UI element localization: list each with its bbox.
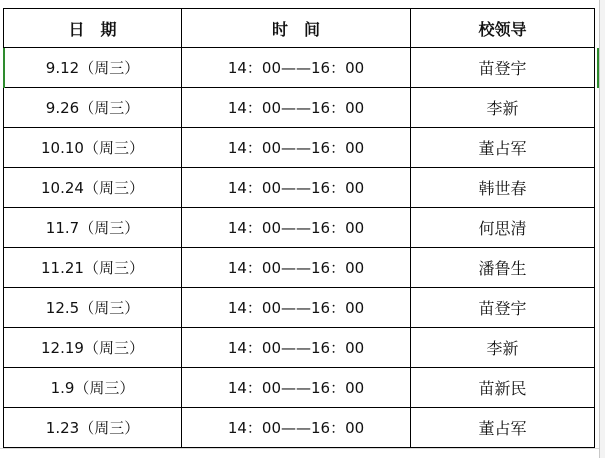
cell-leader[interactable]: 李新 <box>411 88 595 128</box>
cell-time[interactable]: 14：00——16：00 <box>182 88 411 128</box>
cell-time[interactable]: 14：00——16：00 <box>182 368 411 408</box>
cell-time[interactable]: 14：00——16：00 <box>182 328 411 368</box>
table-row <box>4 288 595 328</box>
cell-date[interactable]: 10.24（周三） <box>4 168 182 208</box>
cell-date[interactable]: 1.23（周三） <box>4 408 182 448</box>
cell-time[interactable]: 14：00——16：00 <box>182 408 411 448</box>
table-row <box>4 88 595 128</box>
table-row <box>4 128 595 168</box>
cell-date[interactable]: 12.19（周三） <box>4 328 182 368</box>
table-row <box>4 248 595 288</box>
schedule-table <box>3 8 595 448</box>
cell-time[interactable]: 14：00——16：00 <box>182 168 411 208</box>
cell-date[interactable]: 10.10（周三） <box>4 128 182 168</box>
cell-date[interactable]: 9.12（周三） <box>4 48 182 88</box>
cell-selection-marker-left <box>3 48 5 88</box>
cell-time[interactable]: 14：00——16：00 <box>182 288 411 328</box>
table-row <box>4 408 595 448</box>
cell-date[interactable]: 1.9（周三） <box>4 368 182 408</box>
gridline <box>0 448 605 449</box>
cell-date[interactable]: 9.26（周三） <box>4 88 182 128</box>
header-leader[interactable]: 校领导 <box>411 9 595 48</box>
column-edge <box>599 0 605 458</box>
cell-date[interactable]: 12.5（周三） <box>4 288 182 328</box>
cell-leader[interactable]: 何思清 <box>411 208 595 248</box>
table-row <box>4 48 595 88</box>
header-row <box>4 9 595 48</box>
table-row <box>4 368 595 408</box>
cell-leader[interactable]: 苗登宇 <box>411 48 595 88</box>
cell-time[interactable]: 14：00——16：00 <box>182 128 411 168</box>
cell-date[interactable]: 11.21（周三） <box>4 248 182 288</box>
cell-leader[interactable]: 韩世春 <box>411 168 595 208</box>
cell-leader[interactable]: 董占军 <box>411 408 595 448</box>
header-date[interactable]: 日 期 <box>4 9 182 48</box>
table-row <box>4 328 595 368</box>
cell-leader[interactable]: 潘鲁生 <box>411 248 595 288</box>
table-row <box>4 208 595 248</box>
cell-time[interactable]: 14：00——16：00 <box>182 248 411 288</box>
cell-time[interactable]: 14：00——16：00 <box>182 208 411 248</box>
header-time[interactable]: 时 间 <box>182 9 411 48</box>
cell-date[interactable]: 11.7（周三） <box>4 208 182 248</box>
cell-time[interactable]: 14：00——16：00 <box>182 48 411 88</box>
cell-leader[interactable]: 李新 <box>411 328 595 368</box>
table-row <box>4 168 595 208</box>
cell-leader[interactable]: 苗登宇 <box>411 288 595 328</box>
cell-leader[interactable]: 苗新民 <box>411 368 595 408</box>
cell-leader[interactable]: 董占军 <box>411 128 595 168</box>
